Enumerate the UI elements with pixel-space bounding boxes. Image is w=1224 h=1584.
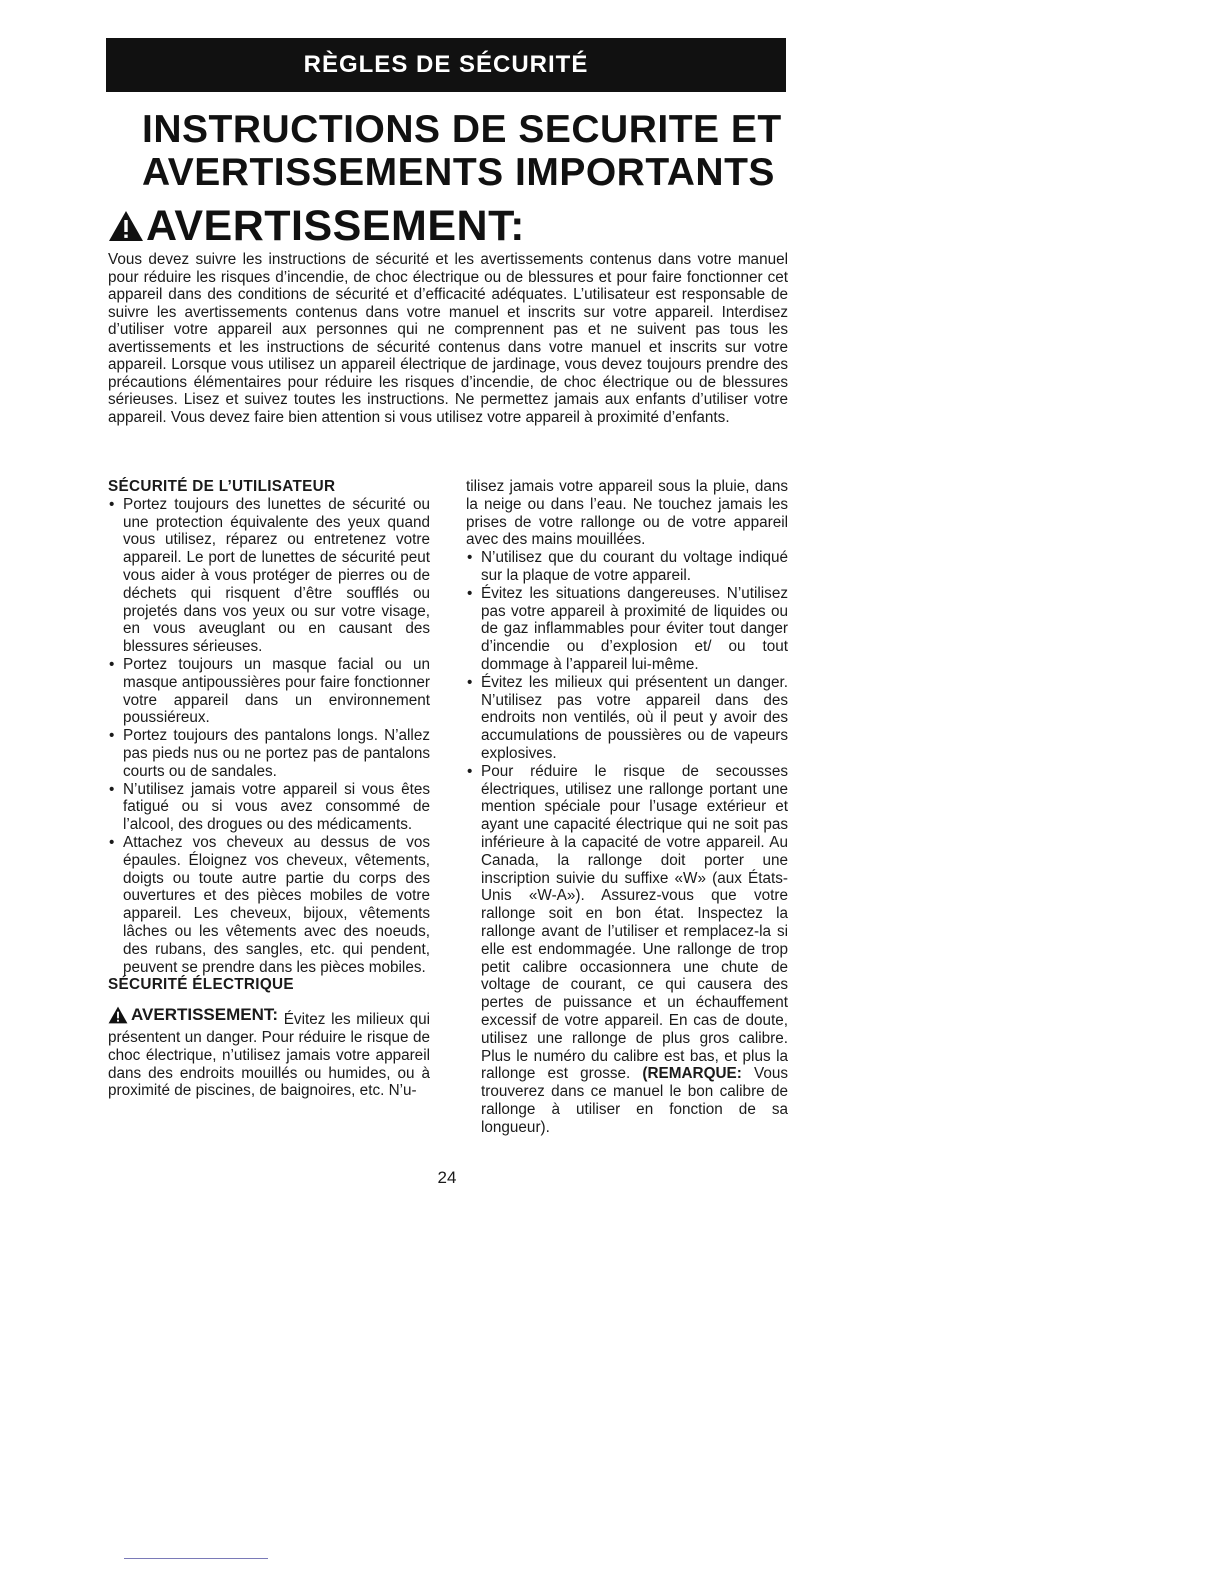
footer-rule: [124, 1558, 268, 1559]
electrical-warning-label: AVERTISSEMENT:: [131, 1005, 279, 1025]
user-safety-heading: SÉCURITÉ DE L’UTILISATEUR: [108, 478, 336, 495]
left-column: [108, 478, 430, 1100]
note-text: Vous trouverez dans ce manuel le bon calibre de rallonge à utiliser en fonction de sa longueur).: [481, 1065, 789, 1136]
electrical-warning-continued: tilisez jamais votre appareil sous la pluie, dans la neige ou dans l’eau. Ne touchez jamais les prises de votre rallonge ou de votre appareil avec des mains mouillées.: [466, 478, 788, 549]
list-item: • Portez toujours des lunettes de sécurité ou une protection équivalente des yeux quand vous utilisez, réparez ou entretenez votre appareil. Le port de lunettes de sécurité peut vous aider à vous protéger de pierres ou de déchets qui risquent d’être soufflés ou projetés dans vos yeux ou sur votre visage, en vous aveuglant ou en causant des blessures sérieuses.: [108, 496, 430, 656]
warning-paragraph: Vous devez suivre les instructions de sécurité et les avertissements contenus dans votre manuel pour réduire les risques d’incendie, de choc électrique ou de blessures et pour faire fonctionner cet appareil dans des conditions de sécurité et d’efficacité adéquates. L’utilisateur est responsable de suivre les avertissements contenus dans votre manuel et inscrits sur votre appareil. Interdisez d’utiliser votre appareil aux personnes qui ne comprennent pas et ne suivent pas tous les avertissements et les instructions de sécurité contenus dans votre manuel et inscrits sur votre appareil. Lorsque vous utilisez un appareil électrique de jardinage, vous devez toujours prendre des précautions élémentaires pour réduire les risques d’incendie, de choc électrique ou de blessures sérieuses. Lisez et suivez toutes les instructions. Ne permettez jamais aux enfants d’utiliser votre appareil. Vous devez faire bien attention si vous utilisez votre appareil à proximité d’enfants.: [108, 251, 788, 426]
user-safety-list: [108, 496, 430, 977]
warning-label: AVERTISSEMENT:: [146, 201, 525, 250]
page-title-line-1: INSTRUCTIONS DE SECURITE ET: [142, 108, 782, 151]
list-item: • N’utilisez que du courant du voltage indiqué sur la plaque de votre appareil.: [466, 549, 788, 585]
electrical-safety-list: [466, 549, 788, 1136]
page-title: [142, 108, 782, 194]
list-item: • Attachez vos cheveux au dessus de vos épaules. Éloignez vos cheveux, vêtements, doigts ou toute autre partie du corps des ouvertures et des pièces mobiles de votre appareil. Les cheveux, bijoux, vêtements lâches ou les vêtements avec des noeuds, des rubans, des sangles, etc. qui pendent, peuvent se prendre dans les pièces mobiles.: [108, 834, 430, 976]
right-column: [466, 478, 788, 1136]
warning-triangle-icon: [108, 210, 144, 242]
electrical-warning: [108, 1006, 430, 1100]
section-banner: [106, 38, 786, 92]
electrical-warning-heading: [108, 1006, 278, 1024]
warning-triangle-icon: [108, 1006, 128, 1024]
list-item: [466, 763, 788, 1137]
note-label: (REMARQUE:: [642, 1065, 742, 1083]
warning-heading: [108, 196, 525, 256]
list-item: • Évitez les situations dangereuses. N’utilisez pas votre appareil à proximité de liquides ou de gaz inflammables pour éviter tout danger d’incendie ou d’explosion et/ ou tout dommage à l’appareil lui-même.: [466, 585, 788, 674]
page-number: 24: [437, 1168, 457, 1187]
list-item: • Portez toujours des pantalons longs. N’allez pas pieds nus ou ne portez pas de pantalons courts ou de sandales.: [108, 727, 430, 780]
list-item: • Portez toujours un masque facial ou un masque antipoussières pour faire fonctionner votre appareil dans un environnement poussiéreux.: [108, 656, 430, 727]
electrical-warning-text: Évitez les milieux qui présentent un danger. Pour réduire le risque de choc électrique, n’utilisez jamais votre appareil dans des endroits mouillés ou humides, ou à proximité de piscines, de baignoires, etc. N’u-: [108, 1011, 430, 1100]
page-title-line-2: AVERTISSEMENTS IMPORTANTS: [142, 151, 775, 194]
electrical-safety-heading: SÉCURITÉ ÉLECTRIQUE: [108, 976, 294, 994]
list-item: • N’utilisez jamais votre appareil si vous êtes fatigué ou si vous avez consommé de l’alcool, des drogues ou des médicaments.: [108, 781, 430, 834]
list-item: • Évitez les milieux qui présentent un danger. N’utilisez pas votre appareil dans des endroits non ventilés, où il peut y avoir des accumulations de poussières ou de vapeurs explosives.: [466, 674, 788, 763]
banner-title: RÈGLES DE SÉCURITÉ: [303, 51, 589, 78]
extension-cord-text: Pour réduire le risque de secousses électriques, utilisez une rallonge portant une mention spéciale pour l’usage extérieur et ayant une capacité électrique qui ne soit pas inférieure à la capacité de votre appareil. Au Canada, la rallonge doit porter une inscription suivie du suffixe «W» (aux États-Unis «W-A»). Assurez-vous que votre rallonge soit en bon état. Inspectez la rallonge avant de l’utiliser et remplacez-la si elle est endommagée. Une rallonge de trop petit calibre occasionnera une chute de voltage de courant, ce qui causera des pertes de puissance et un échauffement excessif de votre appareil. En cas de doute, utilisez une rallonge de plus gros calibre. Plus le numéro du calibre est bas, et plus la rallonge est grosse.: [481, 762, 788, 1083]
